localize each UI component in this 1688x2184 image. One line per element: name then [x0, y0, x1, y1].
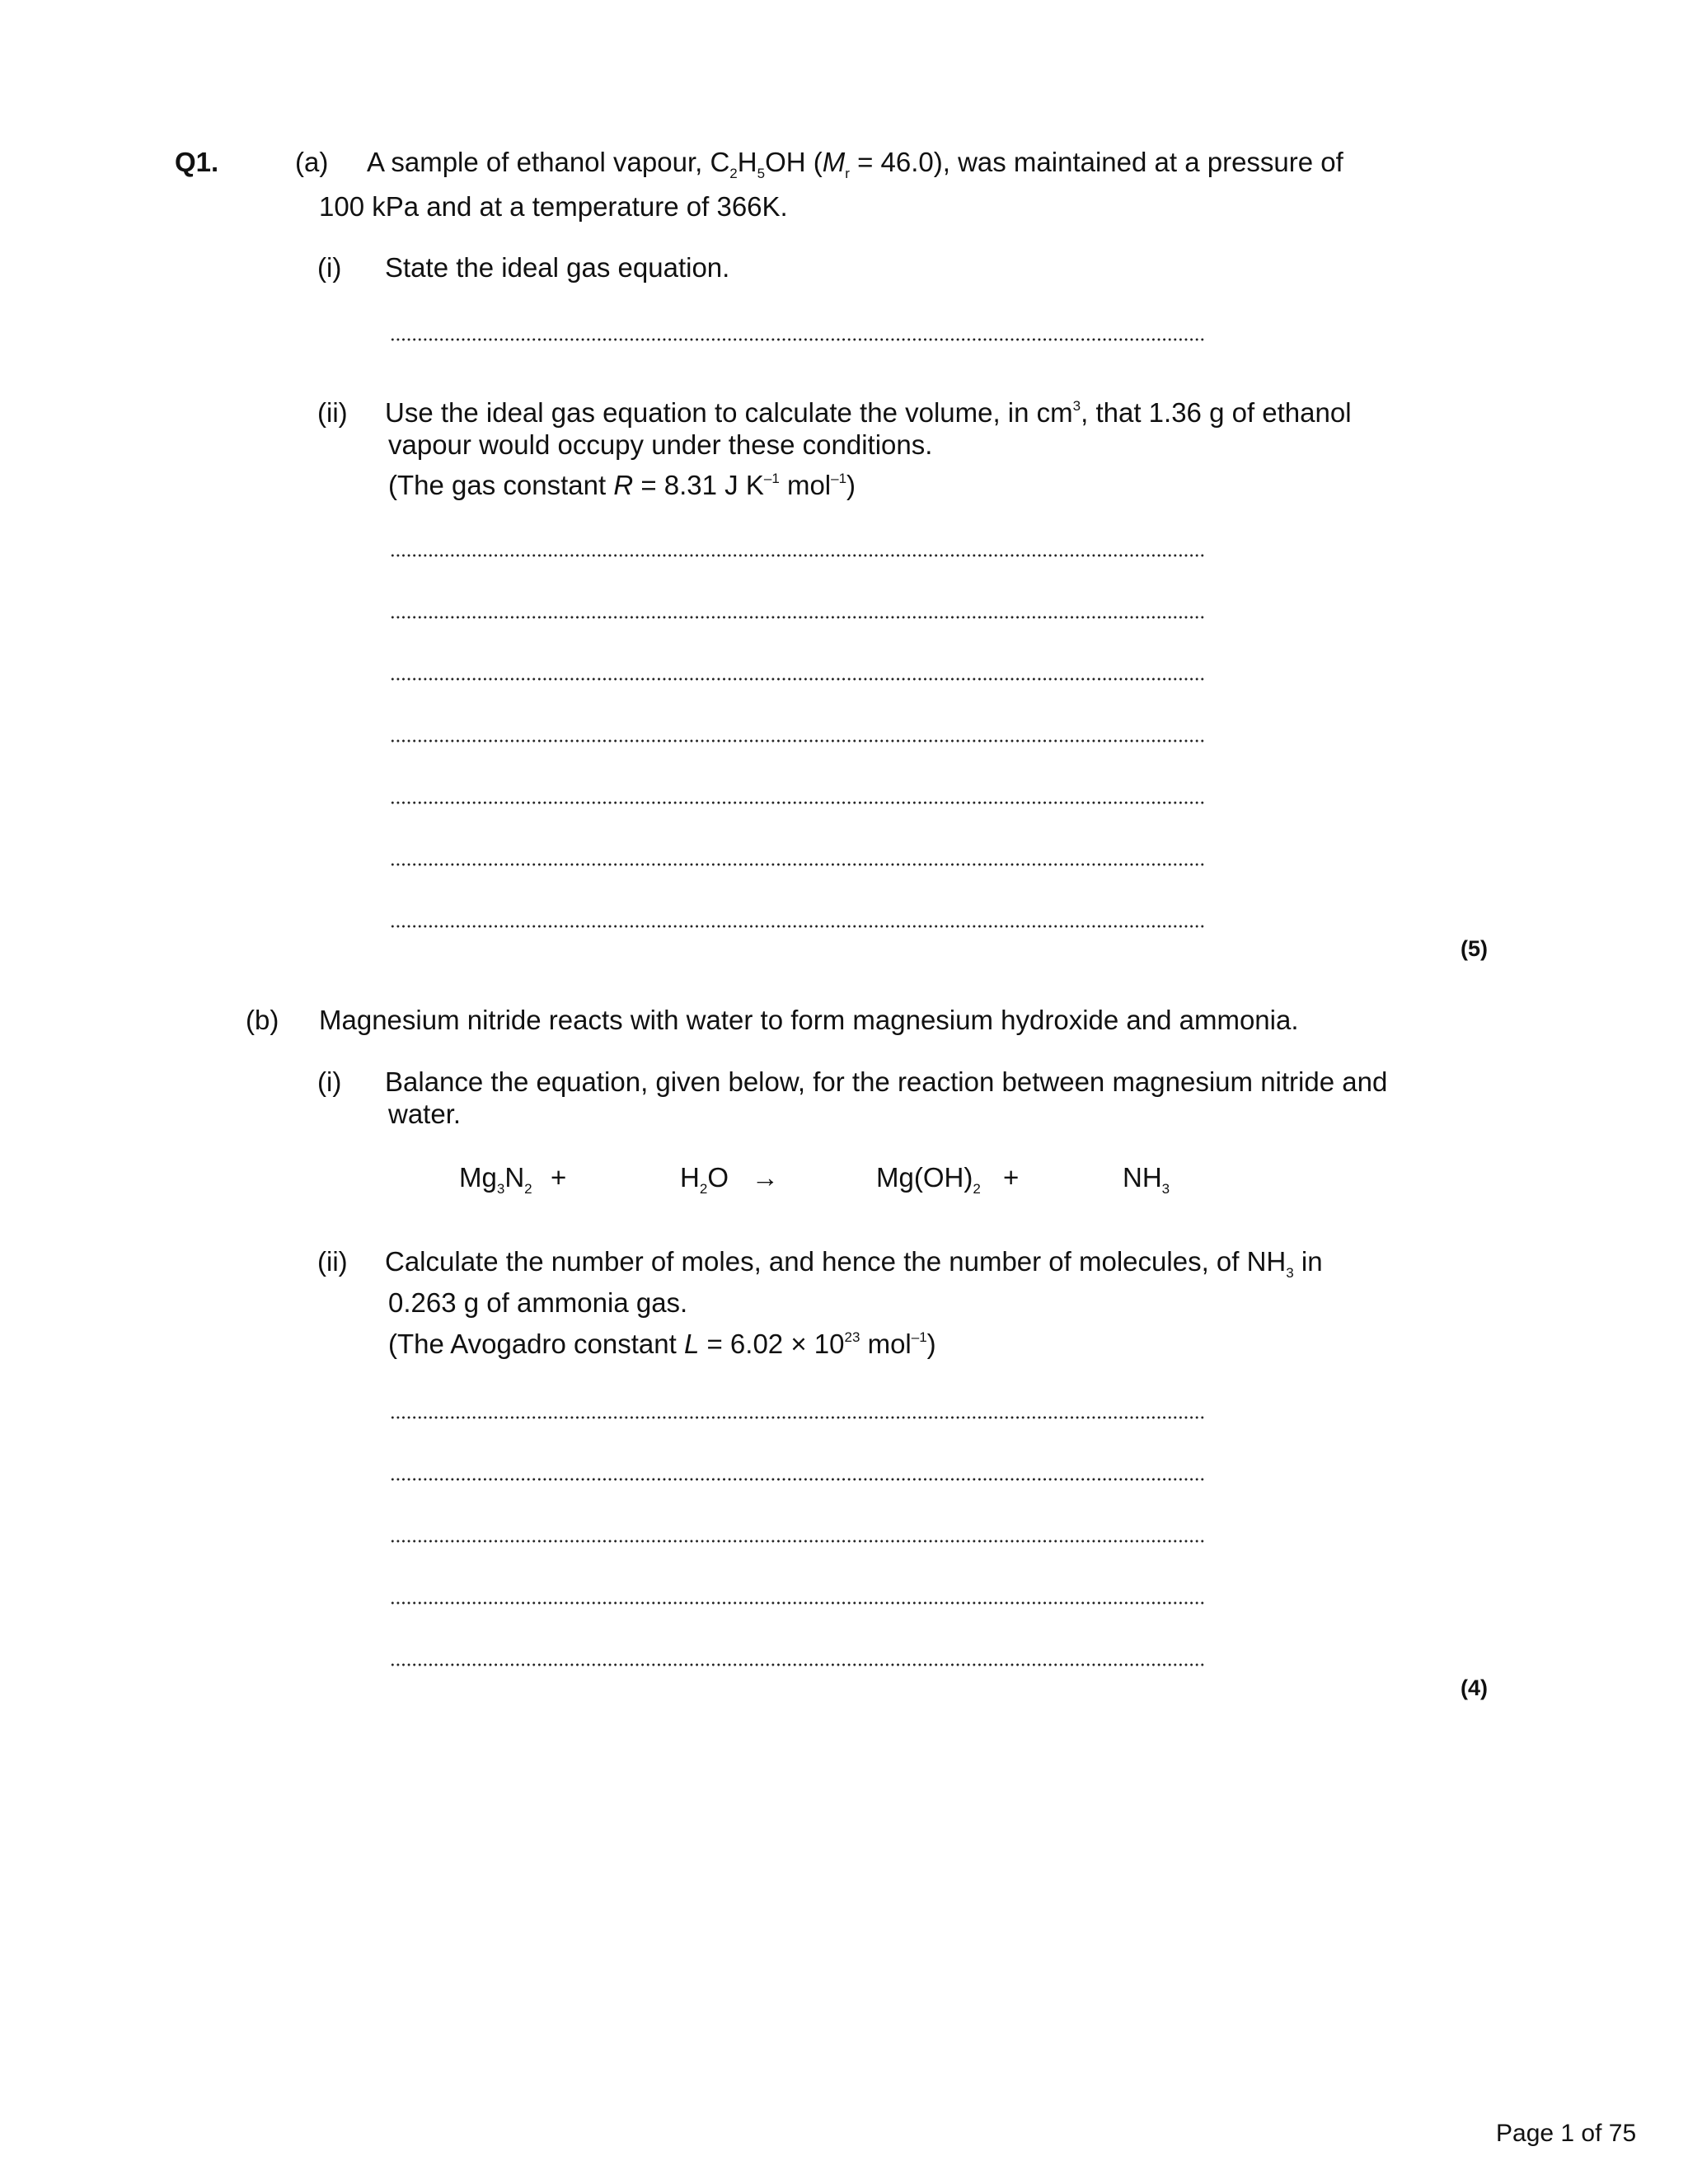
equation-h2o: $H_2O$ [680, 1162, 729, 1197]
equation-plus: + [551, 1162, 567, 1193]
answer-line[interactable] [390, 925, 1206, 928]
answer-line[interactable] [390, 616, 1206, 619]
marks-b: (4) [1461, 1675, 1488, 1700]
part-b-label: (b) [246, 1005, 279, 1035]
answer-line[interactable] [390, 1540, 1206, 1543]
part-a-intro-line2: 100 kPa and at a temperature of 366K. [319, 191, 788, 222]
part-b-i-line2: water. [388, 1099, 462, 1129]
answer-line[interactable] [390, 739, 1206, 743]
part-b-i-label: (i) [317, 1066, 342, 1097]
question-number: Q1. [175, 147, 219, 177]
answer-line[interactable] [390, 1663, 1206, 1666]
avogadro-note: (The Avogadro constant $L = 6.02 \times 10^{23}$ mol$^{-1}$) [388, 1329, 936, 1359]
answer-line[interactable] [390, 1601, 1206, 1605]
answer-line[interactable] [390, 677, 1206, 681]
part-b-ii-line2: 0.263 g of ammonia gas. [388, 1287, 688, 1318]
part-a-ii-text: Use the ideal gas equation to calculate the volume, in $cm^3$, that 1.36 g of ethanol [385, 397, 1352, 428]
answer-line[interactable] [390, 1416, 1206, 1419]
answer-line[interactable] [390, 338, 1206, 341]
equation-arrow: → [752, 1162, 779, 1193]
part-a-ii-line2: vapour would occupy under these conditions. [388, 429, 933, 460]
gas-constant-note: (The gas constant R = 8.31 J $K^{-1}$ mol$^{-1}$) [388, 470, 856, 500]
answer-line[interactable] [390, 801, 1206, 804]
part-a-label: (a) [295, 147, 329, 177]
part-b-i-text: Balance the equation, given below, for the reaction between magnesium nitride and [385, 1066, 1388, 1097]
part-b-intro: Magnesium nitride reacts with water to form magnesium hydroxide and ammonia. [319, 1005, 1299, 1035]
answer-line[interactable] [390, 863, 1206, 866]
part-a-ii-label: (ii) [317, 397, 348, 428]
part-a-intro-line1: A sample of ethanol vapour, $C_2H_5OH$ $(M_r = 46.0)$, was maintained at a pressure of [367, 147, 1343, 181]
part-a-i-label: (i) [317, 252, 342, 283]
equation-mgoh2: $Mg(OH)_2$ [876, 1162, 981, 1197]
marks-a: (5) [1461, 936, 1488, 961]
part-b-ii-label: (ii) [317, 1246, 348, 1277]
equation-mg3n2: $Mg_3N_2$ [459, 1162, 532, 1197]
part-b-ii-text: Calculate the number of moles, and hence the number of molecules, of $NH_3$ in [385, 1246, 1323, 1281]
answer-line[interactable] [390, 1478, 1206, 1481]
part-a-i-text: State the ideal gas equation. [385, 252, 730, 283]
equation-nh3: $NH_3$ [1123, 1162, 1170, 1197]
page-number: Page 1 of 75 [1496, 2120, 1637, 2147]
answer-line[interactable] [390, 554, 1206, 557]
equation-plus: + [1003, 1162, 1020, 1193]
